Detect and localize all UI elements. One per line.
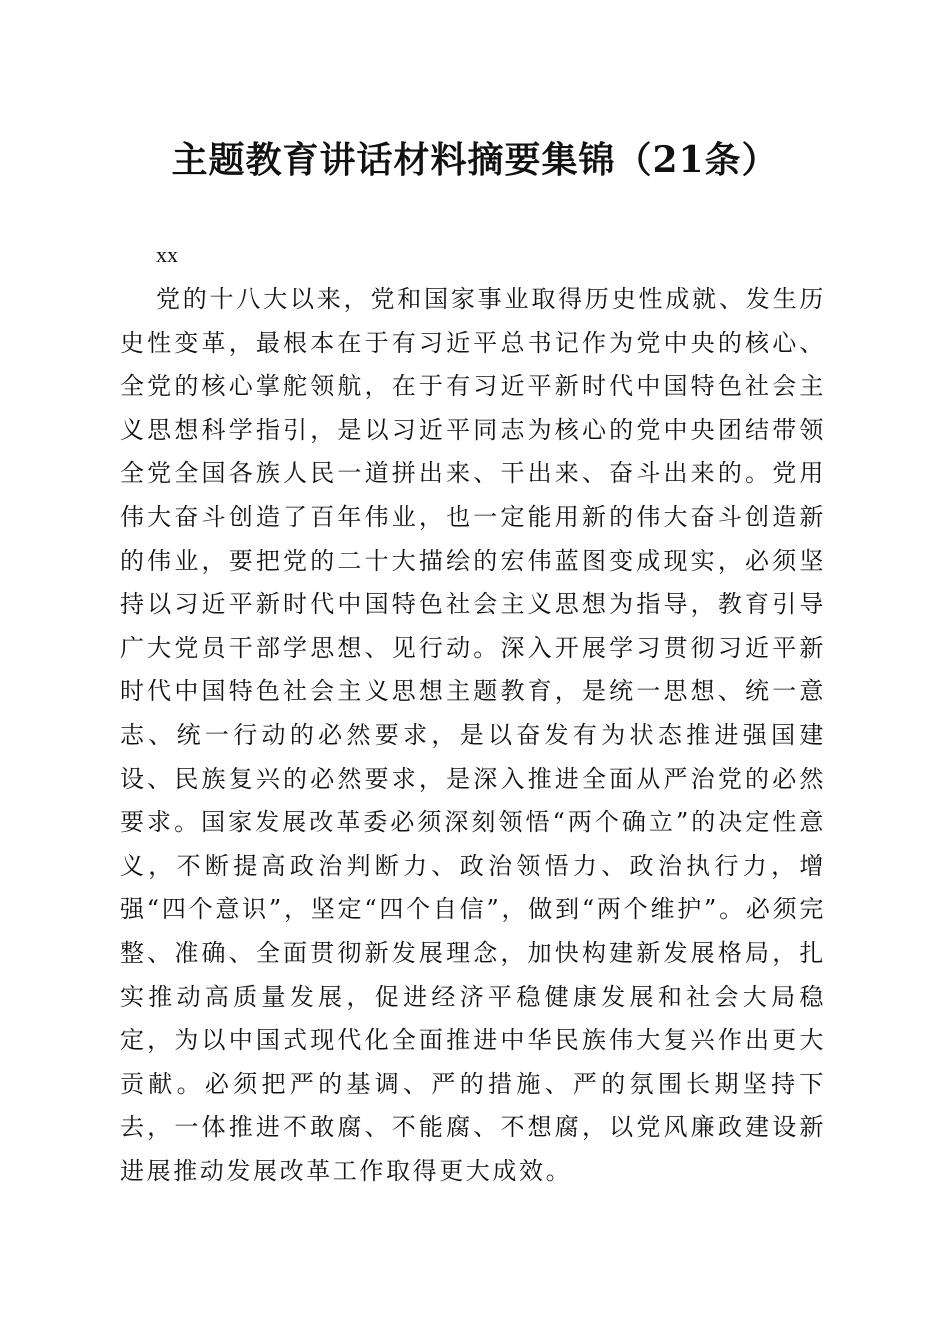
body-paragraph: 党的十八大以来，党和国家事业取得历史性成就、发生历史性变革，最根本在于有习近平总书记作为党中央的核心、全党的核心掌舵领航，在于有习近平新时代中国特色社会主义思想科学指引，是以习近平同志为核心的党中央团结带领全党全国各族人民一道拼出来、干出来、奋斗出来的。党用伟大奋斗创造了百年伟业，也一定能用新的伟大奋斗创造新的伟业，要把党的二十大描绘的宏伟蓝图变成现实，必须坚持以习近平新时代中国特色社会主义思想为指导，教育引导广大党员干部学思想、见行动。深入开展学习贯彻习近平新时代中国特色社会主义思想主题教育，是统一思想、统一意志、统一行动的必然要求，是以奋发有为状态推进强国建设、民族复兴的必然要求，是深入推进全面从严治党的必然要求。国家发展改革委必须深刻领悟“两个确立”的决定性意义，不断提高政治判断力、政治领悟力、政治执行力，增强“四个意识”，坚定“四个自信”，做到“两个维护”。必须完整、准确、全面贯彻新发展理念，加快构建新发展格局，扎实推动高质量发展，促进经济平稳健康发展和社会大局稳定，为以中国式现代化全面推进中华民族伟大复兴作出更大贡献。必须把严的基调、严的措施、严的氛围长期坚持下去，一体推进不敢腐、不能腐、不想腐，以党风廉政建设新进展推动发展改革工作取得更大成效。 xyxy=(120,285,826,1185)
document-title: 主题教育讲话材料摘要集锦（21条） xyxy=(171,139,779,181)
document-author: xx xyxy=(156,242,178,267)
